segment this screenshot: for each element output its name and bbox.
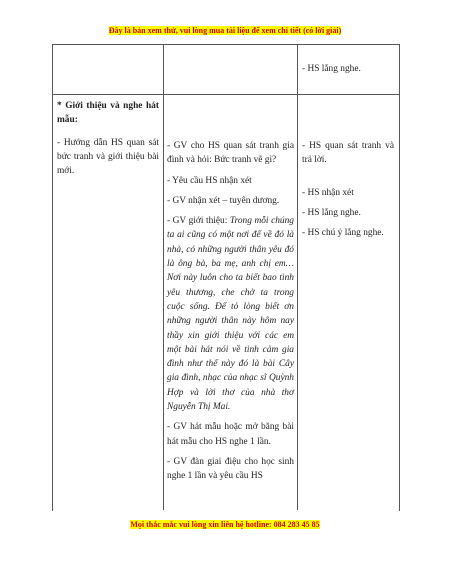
row1-col3-text: - HS lắng nghe. — [302, 64, 361, 74]
student-step-2: - HS nhận xét — [302, 187, 354, 198]
student-step-3: - HS lắng nghe. — [302, 207, 361, 218]
teacher-step-5: - GV hát mẫu hoặc mở băng bài hát mẫu cho HS nghe 1 lần. — [167, 422, 294, 447]
table-row-divider — [52, 94, 399, 95]
teacher-step-3: - GV nhận xét – tuyên dương. — [167, 195, 280, 206]
row2-col1 — [57, 99, 159, 184]
student-step-1: - HS quan sát tranh và trả lời. — [302, 141, 394, 166]
hotline-text: Mọi thắc mắc vui lòng xin liên hệ hotline: 084 283 45 85 — [130, 520, 320, 529]
col1-text: - Hướng dẫn HS quan sát bức tranh và giới thiệu bài mới. — [57, 137, 159, 177]
row2-col3 — [302, 139, 394, 246]
teacher-step-1: - GV cho HS quan sát tranh gia đình và hỏi: Bức tranh vẽ gì? — [167, 141, 294, 166]
teacher-step-6: - GV đàn giai điệu cho học sinh nghe 1 lần và yêu cầu HS — [167, 456, 294, 482]
row1-col3 — [302, 62, 394, 82]
section-heading: * Giới thiệu và nghe hát mẫu: — [57, 101, 159, 126]
preview-banner-text: Đây là bản xem thử, vui lòng mua tài liệu để xem chi tiết (có lời giải) — [108, 26, 342, 35]
teacher-introduction: Trong mỗi chúng ta ai cũng có một nơi để về đó là nhà, có những người thân yêu đó là ông bà, ba mẹ, anh chị em…Nơi này luôn cho ta biết bao tình yêu thương, che chở ta trong cuộc sống. Để tỏ lòng biết ơn những người thân này hôm nay thầy xin giới thiệu với các em một bài hát nói về tình cảm gia đình như thế này đó là bài Cây gia đình, nhạc của nhạc sĩ Quỳnh Hợp và lời thơ của nhà thơ Nguyễn Thị Mai. — [167, 216, 294, 413]
teacher-step-4-lead: - GV giới thiệu: — [167, 216, 230, 227]
teacher-step-4 — [167, 214, 294, 414]
student-step-4: - HS chú ý lắng nghe. — [302, 228, 384, 239]
hotline-footer — [0, 520, 450, 529]
table-divider-col1 — [163, 44, 164, 510]
table-divider-col2 — [297, 44, 298, 510]
row2-col2 — [167, 139, 294, 490]
preview-banner — [0, 26, 450, 35]
teacher-step-2: - Yêu cầu HS nhận xét — [167, 175, 252, 186]
